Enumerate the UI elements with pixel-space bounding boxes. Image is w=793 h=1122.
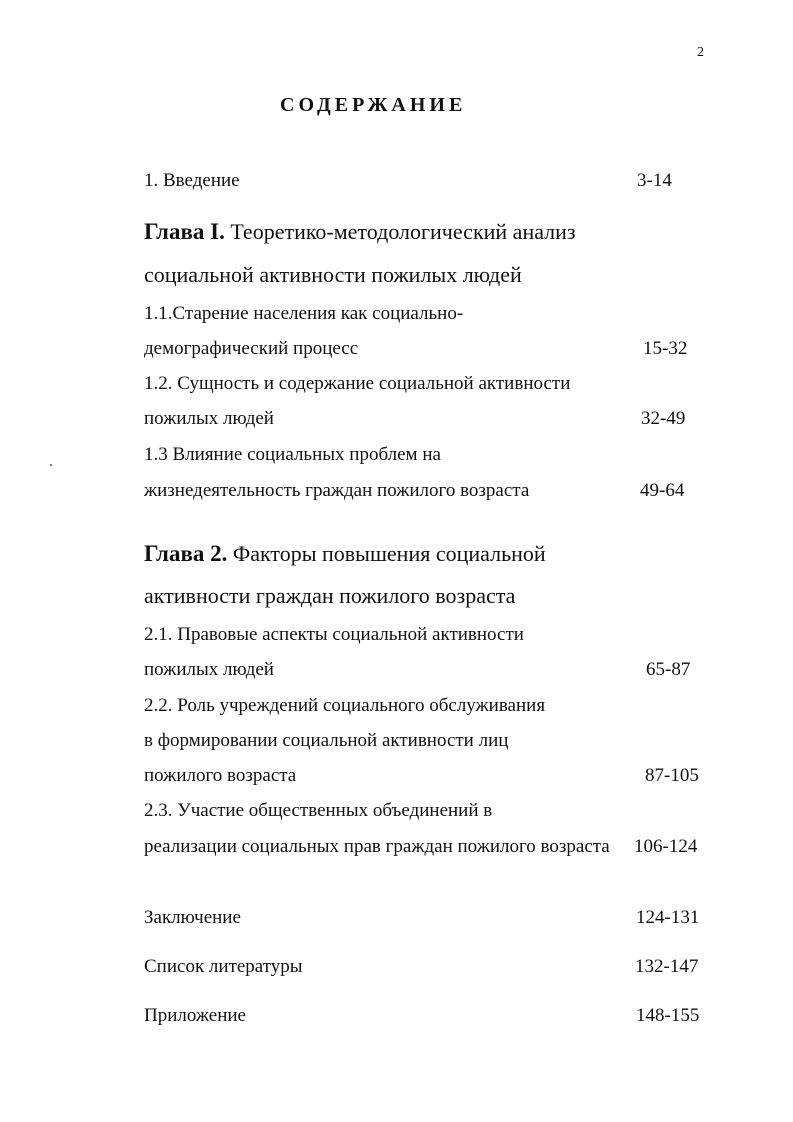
- chapter-1-heading: [144, 219, 576, 245]
- section-2-1-line1: 2.1. Правовые аспекты социальной активности: [144, 624, 524, 645]
- section-1-2-pages: 32-49: [641, 408, 686, 429]
- chapter-1-title-line1: Теоретико-методологический анализ: [224, 219, 576, 244]
- chapter-2-heading: [144, 541, 546, 567]
- section-1-2-line2: пожилых людей: [144, 408, 274, 429]
- toc-entry-intro-label: 1. Введение: [144, 170, 240, 191]
- chapter-1-lead: Глава I.: [144, 219, 225, 244]
- section-1-3-pages: 49-64: [640, 480, 685, 501]
- section-1-1-line1: 1.1.Старение населения как социально-: [144, 303, 464, 324]
- section-2-1-pages: 65-87: [646, 659, 691, 680]
- section-2-2-line3: пожилого возраста: [144, 765, 297, 786]
- section-1-1-pages: 15-32: [643, 338, 688, 359]
- toc-title: СОДЕРЖАНИЕ: [280, 94, 467, 116]
- section-2-2-line2: в формировании социальной активности лиц: [144, 730, 509, 751]
- section-2-3-pages: 106-124: [634, 836, 698, 857]
- section-1-3-line2: жизнедеятельность граждан пожилого возраста: [144, 480, 530, 501]
- page-number: 2: [697, 45, 704, 60]
- section-1-3-line1: 1.3 Влияние социальных проблем на: [144, 444, 441, 465]
- toc-entry-references-label: Список литературы: [144, 956, 303, 977]
- section-1-1-line2: демографический процесс: [144, 338, 359, 359]
- chapter-2-title-line1: Факторы повышения социальной: [227, 541, 546, 566]
- toc-entry-conclusion-pages: 124-131: [636, 907, 700, 928]
- section-2-3-line1: 2.3. Участие общественных объединений в: [144, 800, 493, 821]
- chapter-1-title-line2: социальной активности пожилых людей: [144, 262, 522, 287]
- toc-entry-references-pages: 132-147: [635, 956, 699, 977]
- section-2-3-line2: реализации социальных прав граждан пожилого возраста: [144, 836, 610, 857]
- chapter-2-lead: Глава 2.: [144, 541, 228, 566]
- toc-entry-intro-pages: 3-14: [637, 170, 672, 191]
- section-1-2-line1: 1.2. Сущность и содержание социальной активности: [144, 373, 571, 394]
- toc-entry-conclusion-label: Заключение: [144, 907, 241, 928]
- chapter-2-title-line2: активности граждан пожилого возраста: [144, 583, 516, 608]
- toc-entry-appendix-label: Приложение: [144, 1005, 246, 1026]
- section-2-2-pages: 87-105: [645, 765, 699, 786]
- toc-entry-appendix-pages: 148-155: [636, 1005, 700, 1026]
- section-2-2-line1: 2.2. Роль учреждений социального обслуживания: [144, 695, 546, 716]
- scan-speck: [50, 464, 52, 466]
- section-2-1-line2: пожилых людей: [144, 659, 274, 680]
